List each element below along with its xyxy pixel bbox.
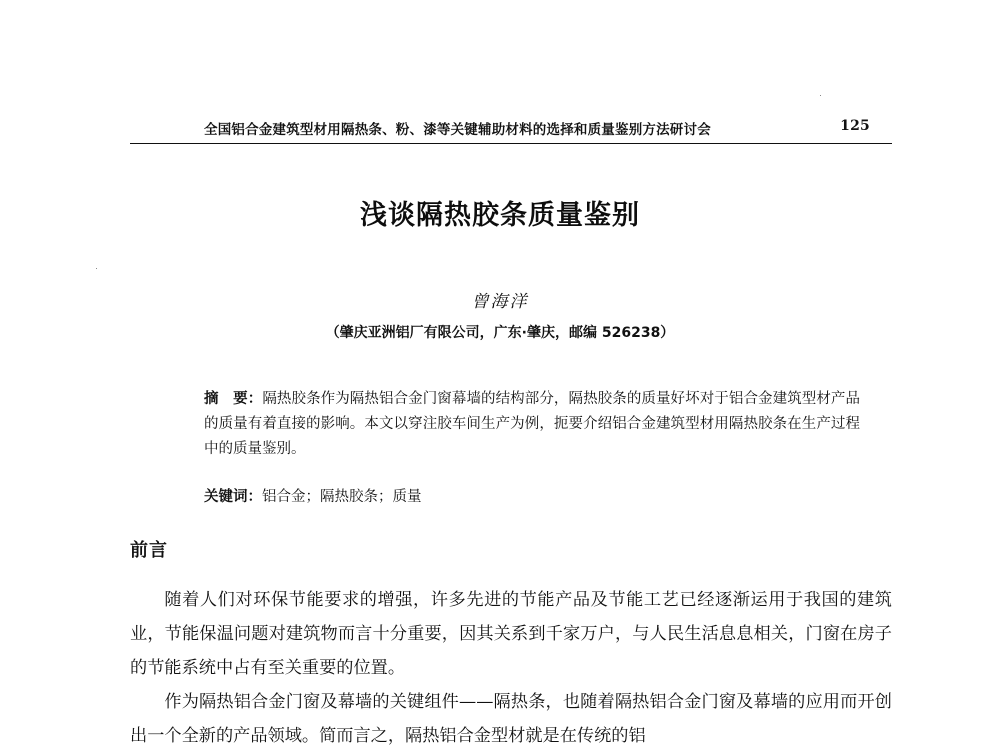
running-header-title: 全国铝合金建筑型材用隔热条、粉、漆等关键辅助材料的选择和质量鉴别方法研讨会 bbox=[204, 122, 711, 138]
body-paragraph: 随着人们对环保节能要求的增强，许多先进的节能产品及节能工艺已经逐渐运用于我国的建筑业，节能保温问题对建筑物而言十分重要，因其关系到千家万户，与人民生活息息相关，门窗在房子的节能系统中占有至关重要的位置。 bbox=[130, 590, 892, 678]
body-text bbox=[130, 583, 892, 752]
abstract bbox=[170, 387, 860, 462]
body-paragraph: 作为隔热铝合金门窗及幕墙的关键组件——隔热条，也随着隔热铝合金门窗及幕墙的应用而开创出一个全新的产品领域。简而言之，隔热铝合金型材就是在传统的铝 bbox=[130, 692, 892, 746]
abstract-text: 隔热胶条作为隔热铝合金门窗幕墙的结构部分，隔热胶条的质量好坏对于铝合金建筑型材产品的质量有着直接的影响。本文以穿注胶车间生产为例，扼要介绍铝合金建筑型材用隔热胶条在生产过程中的质量鉴别。 bbox=[204, 391, 861, 457]
page-number: 125 bbox=[840, 118, 870, 134]
keywords-text: 铝合金；隔热胶条；质量 bbox=[262, 489, 422, 505]
running-header bbox=[130, 118, 892, 140]
keywords bbox=[204, 485, 422, 510]
scan-speck bbox=[96, 268, 97, 269]
section-heading: 前言 bbox=[130, 540, 168, 561]
author-affiliation: （肇庆亚洲铝厂有限公司，广东·肇庆，邮编 526238） bbox=[325, 325, 675, 341]
header-rule bbox=[130, 143, 892, 144]
abstract-label: 摘 要： bbox=[204, 391, 263, 407]
scan-speck bbox=[820, 95, 821, 96]
abstract-paragraph bbox=[170, 387, 860, 462]
keywords-label: 关键词： bbox=[204, 489, 262, 505]
author-name: 曾海洋 bbox=[471, 292, 529, 312]
article-title: 浅谈隔热胶条质量鉴别 bbox=[360, 200, 640, 231]
